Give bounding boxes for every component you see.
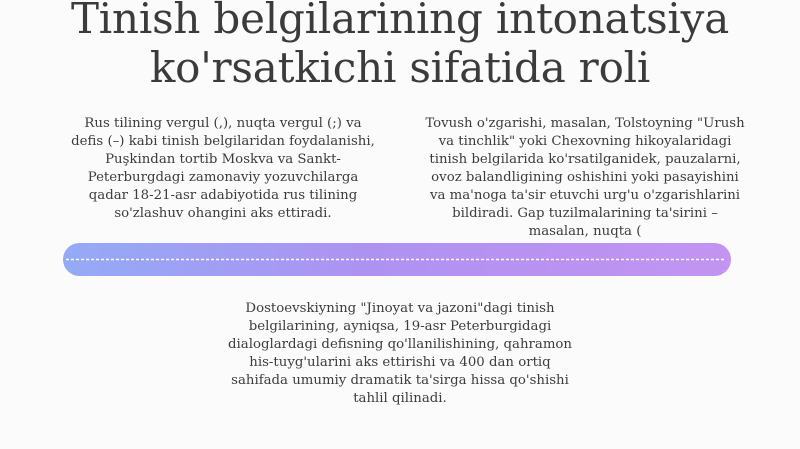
text-block-left: Rus tilining vergul (,), nuqta vergul (;) va defis (–) kabi tinish belgilaridan foydalanishi, Puşkindan tortib Moskva va Sankt-Peterburgdagi zamonaviy yozuvchilarga qadar 18-21-asr adabiyotida rus tilining so'zlashuv ohangini aks ettiradi.	[71, 116, 375, 221]
page-title	[0, 0, 800, 92]
title-line-1: Tinish belgilarining intonatsiya	[70, 0, 730, 43]
text-block-bottom: Dostoevskiyning "Jinoyat va jazoni"dagi tinish belgilarining, ayniqsa, 19-asr Peterburgidagi dialoglardagi defisning qo'llanilishining, qahramon his-tuyg'ularini aks ettirishi va 400 dan ortiq sahifada umumiy dramatik ta'sirga hissa qo'shishi tahlil qilinadi.	[228, 301, 572, 406]
timeline-dashed-line	[66, 258, 726, 261]
text-block-right: Tovush o'zgarishi, masalan, Tolstoyning "Urush va tinchlik" yoki Chexovning hikoyalaridagi tinish belgilarida ko'rsatilganidek, pauzalarni, ovoz balandligining oshishini yoki pasayishini va ma'noga ta'sir etuvchi urg'u o'zgarishlarini bildiradi. Gap tuzilmalarining ta'sirini – masalan, nuqta (	[425, 116, 745, 239]
title-line-2: ko'rsatkichi sifatida roli	[149, 43, 651, 92]
